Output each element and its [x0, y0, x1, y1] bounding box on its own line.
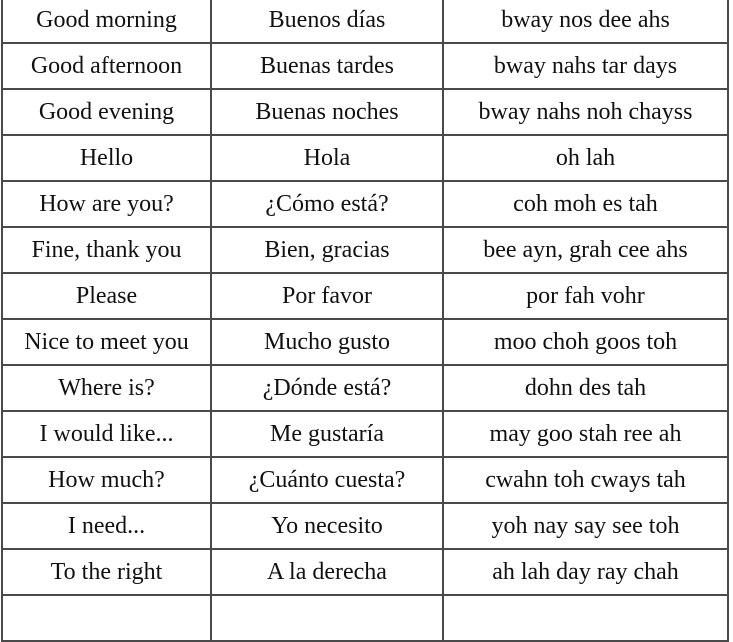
table-row: [2, 595, 728, 641]
english-phrase: Fine, thank you: [2, 227, 211, 273]
pronunciation: yoh nay say see toh: [443, 503, 728, 549]
pronunciation: bway nos dee ahs: [443, 0, 728, 43]
spanish-phrase: Yo necesito: [211, 503, 443, 549]
english-phrase: I would like...: [2, 411, 211, 457]
english-phrase: How much?: [2, 457, 211, 503]
spanish-phrase: Bien, gracias: [211, 227, 443, 273]
spanish-phrase: Mucho gusto: [211, 319, 443, 365]
pronunciation: dohn des tah: [443, 365, 728, 411]
english-phrase: Good afternoon: [2, 43, 211, 89]
english-phrase: How are you?: [2, 181, 211, 227]
spanish-phrase: Por favor: [211, 273, 443, 319]
spanish-phrase: A la derecha: [211, 549, 443, 595]
table-row: [2, 135, 728, 181]
pronunciation: [443, 595, 728, 641]
table-row: [2, 43, 728, 89]
pronunciation: oh lah: [443, 135, 728, 181]
english-phrase: I need...: [2, 503, 211, 549]
table-row: [2, 365, 728, 411]
spanish-phrase: Buenas noches: [211, 89, 443, 135]
table-row: [2, 319, 728, 365]
table-row: [2, 457, 728, 503]
english-phrase: [2, 595, 211, 641]
phrase-table-body: [2, 0, 728, 641]
english-phrase: Good morning: [2, 0, 211, 43]
table-row: [2, 411, 728, 457]
spanish-phrase: ¿Cuánto cuesta?: [211, 457, 443, 503]
spanish-phrase: Buenos días: [211, 0, 443, 43]
spanish-phrase: ¿Cómo está?: [211, 181, 443, 227]
pronunciation: moo choh goos toh: [443, 319, 728, 365]
table-row: [2, 227, 728, 273]
english-phrase: Nice to meet you: [2, 319, 211, 365]
english-phrase: Good evening: [2, 89, 211, 135]
phrase-table: [1, 0, 729, 642]
english-phrase: Where is?: [2, 365, 211, 411]
pronunciation: cwahn toh cways tah: [443, 457, 728, 503]
spanish-phrase: [211, 595, 443, 641]
table-row: [2, 181, 728, 227]
english-phrase: Hello: [2, 135, 211, 181]
pronunciation: ah lah day ray chah: [443, 549, 728, 595]
pronunciation: may goo stah ree ah: [443, 411, 728, 457]
table-row: [2, 549, 728, 595]
pronunciation: por fah vohr: [443, 273, 728, 319]
table-row: [2, 89, 728, 135]
spanish-phrase: Hola: [211, 135, 443, 181]
spanish-phrase: Buenas tardes: [211, 43, 443, 89]
pronunciation: coh moh es tah: [443, 181, 728, 227]
english-phrase: Please: [2, 273, 211, 319]
pronunciation: bway nahs noh chayss: [443, 89, 728, 135]
english-phrase: To the right: [2, 549, 211, 595]
table-row: [2, 273, 728, 319]
table-row: [2, 0, 728, 43]
pronunciation: bway nahs tar days: [443, 43, 728, 89]
pronunciation: bee ayn, grah cee ahs: [443, 227, 728, 273]
spanish-phrase: Me gustaría: [211, 411, 443, 457]
table-row: [2, 503, 728, 549]
spanish-phrase: ¿Dónde está?: [211, 365, 443, 411]
